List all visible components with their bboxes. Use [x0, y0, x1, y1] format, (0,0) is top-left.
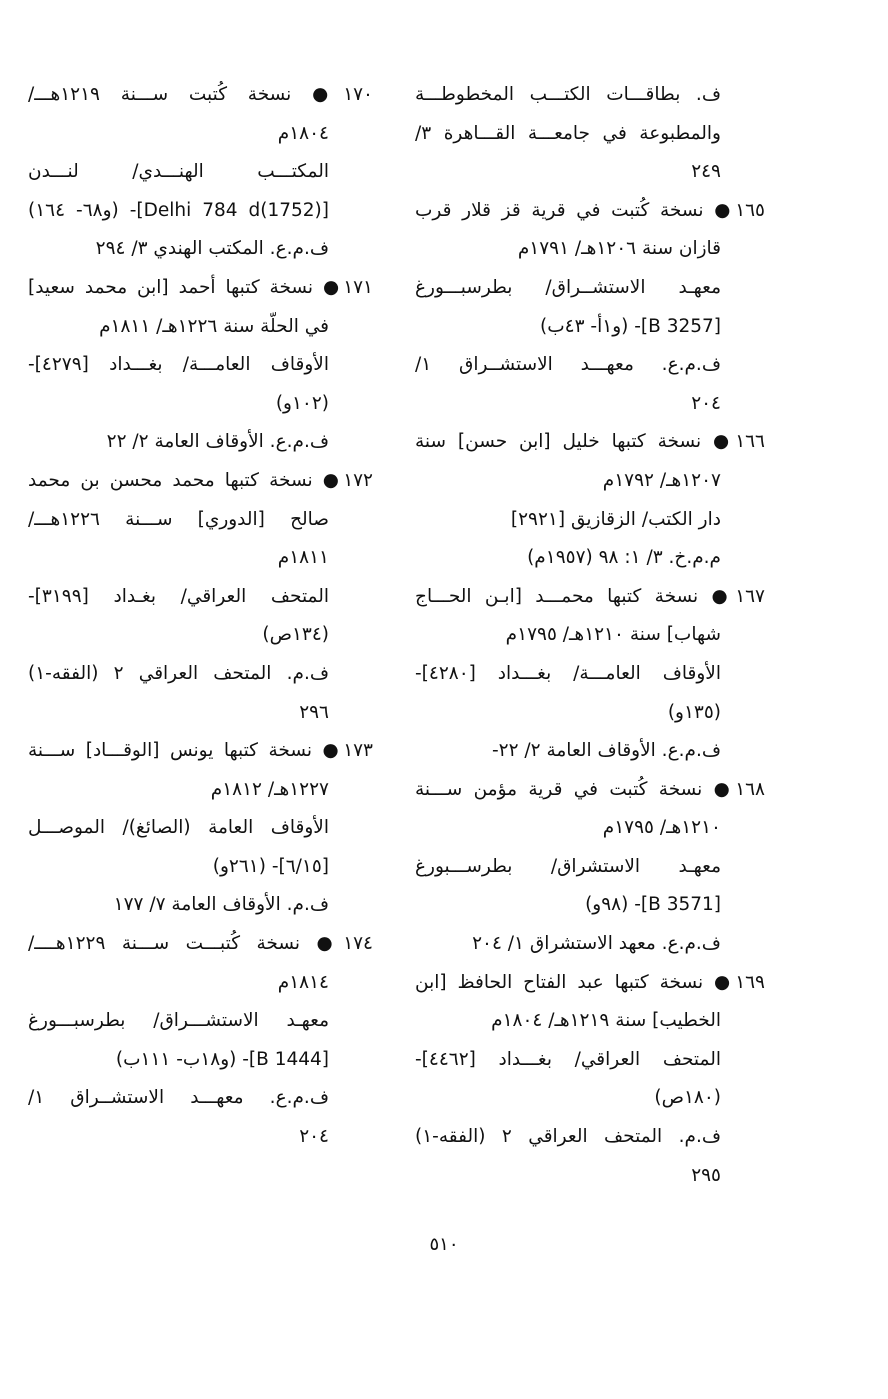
- text-line: ١٧١● نسخة كتبها أحمد [ابن محمد سعيد]: [28, 276, 373, 298]
- text-line: معهـد الاستشـــراق/ بطرسبـــورغ: [28, 1010, 329, 1032]
- text-line: ف.م. المتحف العراقي ٢ (الفقه-١): [28, 662, 330, 684]
- text-line: (١٣٤ص): [262, 624, 329, 646]
- text-line: المتحف العراقي/ بغـــداد [٤٤٦٢]-: [415, 1048, 721, 1070]
- text-line: ١٦٩● نسخة كتبها عبد الفتاح الحافظ [ابن: [415, 971, 765, 993]
- text-line: ف.م.ع. معهد الاستشراق ١/ ٢٠٤: [472, 933, 721, 955]
- text-line: الخطيب] سنة ١٢١٩هـ/ ١٨٠٤م: [491, 1010, 721, 1032]
- text-line: شهاب] سنة ١٢١٠هـ/ ١٧٩٥م: [505, 624, 721, 646]
- text-line: ف.م.ع. معهـــد الاستشــراق ١/: [415, 354, 721, 376]
- text-line: ١٨١٤م: [277, 971, 329, 993]
- text-line: ف.م.ع. المكتب الهندي ٣/ ٢٩٤: [95, 238, 329, 260]
- text-line: (١٠٢و): [275, 392, 329, 414]
- text-line: ١٨٠٤م: [277, 122, 329, 144]
- text-line: المكتـــب الهنـــدي/ لنـــدن: [28, 161, 329, 183]
- text-line: ١٦٥● نسخة كُتبت في قرية قز قلار قرب: [415, 199, 765, 221]
- text-line: (١٨٠ص): [654, 1087, 721, 1109]
- text-line: والمطبوعة في جامعـــة القـــاهرة ٣/: [415, 122, 721, 144]
- text-line: [Delhi 784 d(1752)]- (و٦٨- ١٦٤): [28, 199, 329, 221]
- text-line: صالح [الدوري] ســـنة ١٢٢٦هـــ/: [28, 508, 329, 530]
- text-line: ١٧٠● نسخة كُتبت ســـنة ١٢١٩هـــ/: [28, 84, 373, 105]
- text-line: معهـد الاستشــراق/ بطرسبـــورغ: [415, 276, 721, 298]
- text-line: [B 3571]- (٩٨و): [585, 894, 721, 916]
- text-line: ف. بطاقـــات الكتـــب المخطوطـــة: [415, 84, 721, 105]
- text-line: ١٨١١م: [277, 547, 329, 569]
- text-line: ١٦٧● نسخة كتبها محمـــد [ابـن الحـــاج: [415, 585, 765, 607]
- left-column: [28, 76, 373, 1157]
- right-column: [415, 76, 765, 1195]
- text-line: ١٢٢٧هـ/ ١٨١٢م: [210, 778, 329, 800]
- text-line: ف.م.ع. معهـــد الاستشــراق ١/: [28, 1087, 329, 1109]
- text-line: ١٧٣● نسخة كتبها يونس [الوقـــاد] ســـنة: [28, 740, 373, 762]
- text-line: [B 3257]- (و١أ- ٤٣ب): [540, 315, 721, 337]
- text-line: ف.م.ع. الأوقاف العامة ٢/ ٢٢-: [491, 740, 721, 762]
- text-line: ٢٠٤: [691, 392, 721, 414]
- text-line: ف.م. الأوقاف العامة ٧/ ١٧٧: [113, 894, 329, 916]
- text-line: ٢٩٥: [691, 1164, 721, 1186]
- text-line: ٢٠٤: [299, 1126, 329, 1148]
- text-line: [B 1444]- (و١٨ب- ١١١ب): [115, 1048, 329, 1070]
- text-line: ٢٤٩: [691, 161, 721, 183]
- text-line: ١٧٢● نسخة كتبها محمد محسن بن محمد: [28, 469, 373, 491]
- text-line: الأوقاف العامـــة/ بغـــداد [٤٢٧٩]-: [28, 354, 329, 376]
- text-line: ٢٩٦: [299, 701, 329, 723]
- text-line: قازان سنة ١٢٠٦هـ/ ١٧٩١م: [517, 238, 721, 260]
- text-line: ف.م.ع. الأوقاف العامة ٢/ ٢٢: [106, 431, 329, 453]
- page-number: ٥١٠: [429, 1234, 459, 1255]
- text-line: م.م.خ. ٣/ ١: ٩٨ (١٩٥٧م): [527, 547, 721, 569]
- text-line: ١٢١٠هـ/ ١٧٩٥م: [602, 817, 721, 839]
- text-line: الأوقاف العامة (الصائغ)/ الموصـــل: [28, 817, 329, 839]
- text-line: الأوقاف العامـــة/ بغـــداد [٤٢٨٠]-: [415, 662, 721, 684]
- text-line: معهـد الاستشراق/ بطرســـبورغ: [415, 855, 721, 877]
- text-line: ١٢٠٧هـ/ ١٧٩٢م: [602, 469, 721, 491]
- text-line: (١٣٥و): [667, 701, 721, 723]
- text-line: ١٧٤● نسخة كُتبـــت ســـنة ١٢٢٩هــــ/: [28, 933, 373, 955]
- text-line: [٦/١٥]- (٢٦١و): [212, 855, 329, 877]
- text-line: دار الكتب/ الزقازيق [٢٩٢١]: [510, 508, 721, 530]
- text-line: ١٦٨● نسخة كُتبت في قرية مؤمن ســـنة: [415, 778, 765, 800]
- text-line: في الحلّة سنة ١٢٢٦هـ/ ١٨١١م: [99, 315, 329, 337]
- text-line: المتحف العراقي/ بغـداد [٣١٩٩]-: [28, 585, 329, 607]
- text-line: ١٦٦● نسخة كتبها خليل [ابن حسن] سنة: [415, 431, 765, 453]
- text-line: ف.م. المتحف العراقي ٢ (الفقه-١): [415, 1126, 722, 1148]
